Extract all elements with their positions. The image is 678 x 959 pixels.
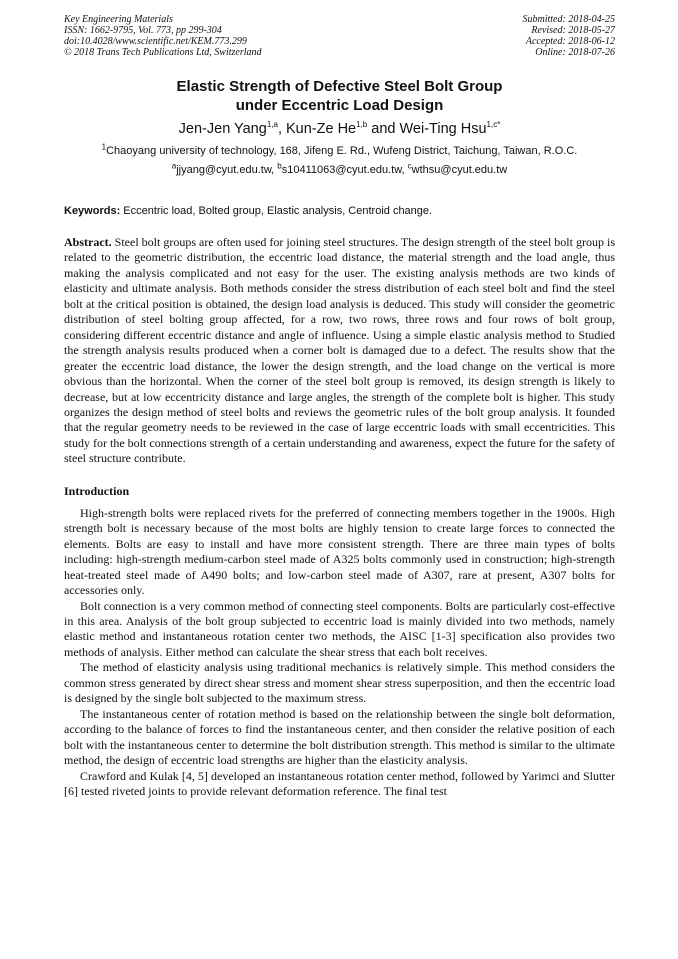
email-mark: a xyxy=(171,161,177,171)
abstract xyxy=(64,235,615,467)
affiliation xyxy=(64,144,615,158)
author-separator: , xyxy=(277,121,286,137)
body-paragraph: The instantaneous center of rotation method is based on the relationship between the single bolt deformation, according to the balance of forces to find the instantaneous center, and then consider the relative position of each bolt with the instantaneous center to determine the bolt distribution strength. This method is similar to the ultimate method, the design of eccentric load strengths are higher than the elasticity analysis. xyxy=(64,706,615,768)
keywords xyxy=(64,204,615,218)
journal-issn: ISSN: 1662-9795, Vol. 773, pp 299-304 xyxy=(64,25,222,36)
paper-title xyxy=(64,77,615,115)
author-affiliation-mark: 1,a xyxy=(266,120,278,130)
paper-page xyxy=(64,14,615,799)
date-online: Online: 2018-07-26 xyxy=(535,47,615,58)
email-address: s10411063@cyut.edu.tw, xyxy=(281,164,408,176)
author-separator: and xyxy=(367,121,400,137)
keywords-text: Eccentric load, Bolted group, Elastic analysis, Centroid change. xyxy=(120,205,433,217)
section-heading-introduction: Introduction xyxy=(64,483,130,498)
date-accepted: Accepted: 2018-06-12 xyxy=(525,36,615,47)
body-paragraph: The method of elasticity analysis using traditional mechanics is relatively simple. This method considers the common stress generated by direct shear stress and moment shear stress superposition, and then the eccentric load is designed by the single bolt subjected to the maximum stress. xyxy=(64,660,615,706)
abstract-label: Abstract. xyxy=(64,235,112,249)
keywords-label: Keywords: xyxy=(64,205,121,217)
journal-header xyxy=(64,14,615,58)
journal-copyright: © 2018 Trans Tech Publications Ltd, Switzerland xyxy=(64,47,262,58)
body-paragraph: Bolt connection is a very common method of connecting steel components. Bolts are particularly cost-effective in this area. Analysis of the bolt group subjected to eccentric load is mainly divided into two methods, namely elastic method and instantaneous rotation center two methods, the AISC [1-3] specification also provides two methods of analysis. Either method can calculate the shear stress that each bolt receives. xyxy=(64,598,615,659)
abstract-text: Steel bolt groups are often used for joining steel structures. The design strength of the steel bolt group is related to the geometric distribution, the eccentric load distance, the material strength and the load angle, thus making the analysis complicated and not easy for the user. The existing analysis methods are two kinds of elasticity and ultimate analysis. Both methods consider the stress distribution of each steel bolt and find the steel bolt at the critical position is obtained, the design load analysis is deduced. This study will consider the geometric distribution of steel bolting group affected, for a row, two rows, three rows and four rows of bolt group, considering different eccentric distance and angle of influence. Using a simple elastic analysis method to Studied the strength analysis results produced when a corner bolt is damaged due to a defect. The results show that the greater the eccentric load distance, the lower the design strength, and the load change on the vertical is more obvious than the horizontal. When the corner of the steel bolt group is removed, its design strength is likely to decrease, but at low eccentricity distance and large angles, the strength of the complete bolt is higher. This study organizes the design method of steel bolts and reviews the geometric rules of the bolt group analysis. It founded that the regular geometry needs to be reviewed in the case of large eccentric loads with small eccentricities. This study for the bolt connections strength of a certain understanding and awareness, expect the future for the safety of steel structure contribute. xyxy=(64,235,615,466)
body-paragraph: Crawford and Kulak [4, 5] developed an instantaneous rotation center method, followed by Yarimci and Slutter [6] tested riveted joints to provide relevant deformation reference. The final test xyxy=(64,768,615,798)
publication-dates xyxy=(523,14,616,58)
date-revised: Revised: 2018-05-27 xyxy=(531,25,615,36)
author-name: Kun-Ze He xyxy=(286,121,357,137)
author-affiliation-mark: 1,c* xyxy=(486,120,501,130)
email-mark: b xyxy=(277,161,282,171)
author-affiliation-mark: 1,b xyxy=(356,120,368,130)
journal-name: Key Engineering Materials xyxy=(64,14,173,25)
email-address: wthsu@cyut.edu.tw xyxy=(411,164,508,176)
email-mark: c xyxy=(407,161,412,171)
body-paragraph: High-strength bolts were replaced rivets for the preferred of connecting members together in the 1900s. High strength bolt is necessary because of the most bolts are highly tension to create large forces to connected the elements. Bolts are easy to install and have more consistent strength. There are three main types of bolts including: high-strength medium-carbon steel made of A325 bolts commonly used in construction; high-strength heat-treated steel made of A490 bolts; and low-carbon steel made of A307, rare at present, A307 bolts for accessories only. xyxy=(64,505,615,598)
affiliation-mark: 1 xyxy=(101,142,107,152)
journal-info xyxy=(64,14,262,58)
affiliation-text: Chaoyang university of technology, 168, Jifeng E. Rd., Wufeng District, Taichung, Taiwan, R.O.C. xyxy=(106,145,578,157)
author-name: Wei-Ting Hsu xyxy=(399,121,487,137)
author-name: Jen-Jen Yang xyxy=(178,121,267,137)
title-line-1: Elastic Strength of Defective Steel Bolt Group xyxy=(176,78,503,95)
author-emails xyxy=(64,163,615,177)
email-address: jjyang@cyut.edu.tw, xyxy=(176,164,278,176)
author-list xyxy=(64,120,615,138)
journal-doi: doi:10.4028/www.scientific.net/KEM.773.299 xyxy=(64,36,247,47)
date-submitted: Submitted: 2018-04-25 xyxy=(522,14,615,25)
title-line-2: under Eccentric Load Design xyxy=(235,97,444,114)
introduction-body xyxy=(64,506,615,800)
